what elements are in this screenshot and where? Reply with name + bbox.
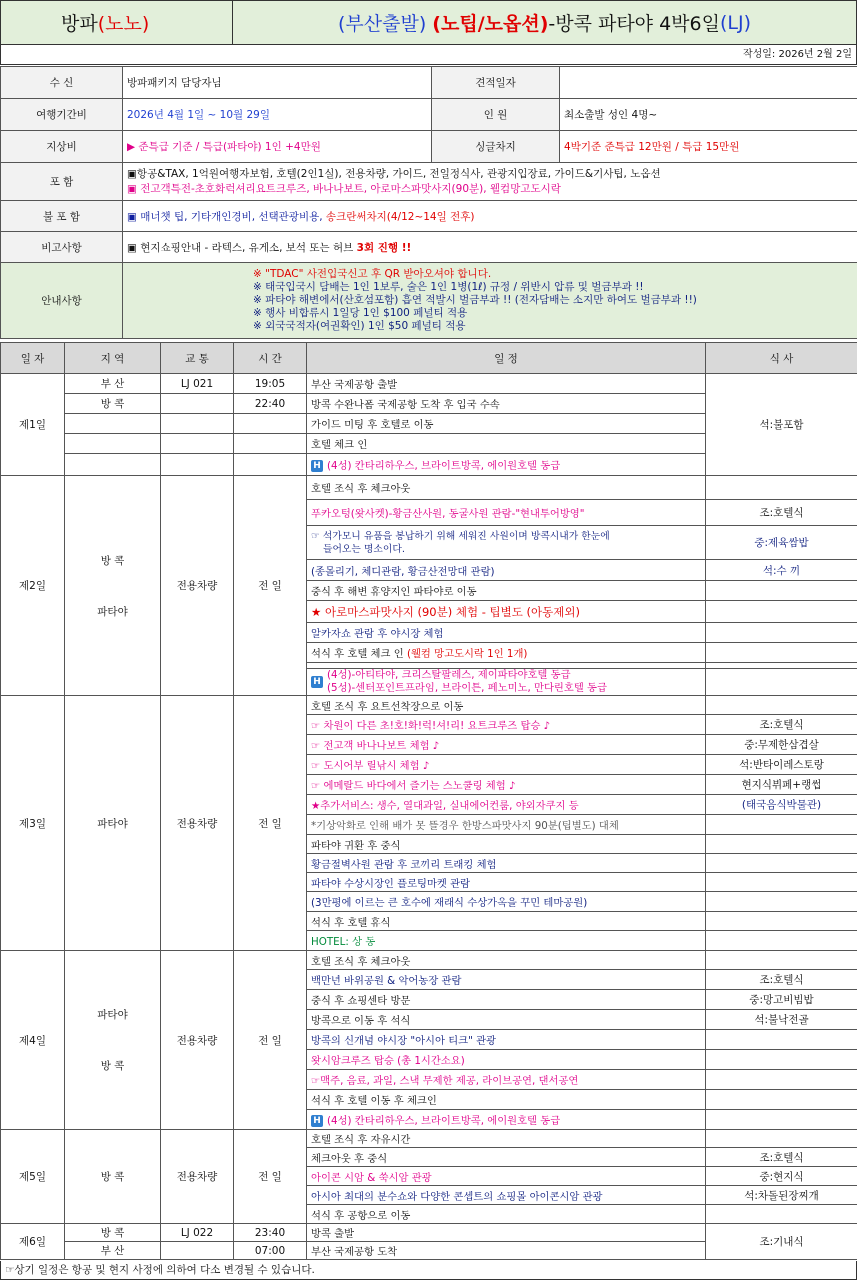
surcharge-label: 지상비 (1, 131, 123, 163)
day2-meal-2: 중:제육쌈밥 (706, 526, 857, 560)
single-label: 싱글차지 (432, 131, 560, 163)
notice-line-3: ※ 파타야 해변에서(산호섬포함) 흡연 적발시 벌금부과 !! (전자담배는 소지만 하여도 벌금부과 !!) (253, 294, 697, 306)
day3-meal-5: (태국음식박물관) (706, 795, 857, 815)
day3-itin-6: ★추가서비스: 생수, 열대과일, 실내에어컨룸, 야외자쿠지 등 (307, 795, 706, 815)
notice-line-5: ※ 외국국적자(여권확인) 1인 $50 페널티 적용 (253, 320, 466, 332)
day1-itin-2: 방콕 수완나폼 국제공항 도착 후 입국 수속 (307, 394, 706, 414)
day4-itin-3: 중식 후 쇼핑센타 방문 (307, 990, 706, 1010)
day6-time-1: 23:40 (234, 1224, 307, 1242)
day4-itin-7: ☞맥주, 음료, 과일, 스낵 무제한 제공, 라이브공연, 댄서공연 (307, 1070, 706, 1090)
day1-hotel-text: (4성) 칸타리하우스, 브라이트방콕, 에이원호텔 동급 (327, 460, 561, 472)
title-type: (노팁/노옵션) (432, 13, 549, 35)
day5-meal-1: 조:호텔식 (706, 1148, 857, 1167)
notice-cell (123, 263, 857, 339)
remark-count: 3회 진행 !! (356, 241, 412, 254)
day4-transport: 전용차량 (161, 951, 234, 1130)
day5-transport: 전용차량 (161, 1130, 234, 1224)
day3-meal-1: 조:호텔식 (706, 715, 857, 735)
day4-hotel (307, 1110, 706, 1130)
day2-time: 전 일 (234, 476, 307, 696)
remark-cell (123, 232, 857, 263)
day4-itin-2: 백만년 바위공원 & 악어농장 관람 (307, 970, 706, 990)
day4-time: 전 일 (234, 951, 307, 1130)
quote-value (560, 67, 857, 99)
day3-itin-1: 호텔 조식 후 요트선착장으로 이동 (307, 696, 706, 715)
brand-name: 방파 (61, 13, 98, 35)
remark-main: ▣ 현지쇼핑안내 - 라텍스, 유게소, 보석 또는 허브 (127, 241, 357, 254)
day3-itin-10: 파타야 수상시장인 플로팅마켓 관람 (307, 873, 706, 892)
day2-meal-3: 석:수 끼 (706, 560, 857, 581)
day4-meal-3: 석:불낙전골 (706, 1010, 857, 1030)
title-origin: (부산출발) (338, 13, 427, 35)
day2-meal-1: 조:호텔식 (706, 500, 857, 526)
day2-transport: 전용차량 (161, 476, 234, 696)
info-table (0, 66, 857, 339)
day3-itin-5: ☞ 에메랄드 바다에서 즐기는 스노쿨링 체험 ♪ (307, 775, 706, 795)
day1-itin-4: 호텔 체크 인 (307, 434, 706, 454)
day4-region-1: 파타야 (97, 1009, 128, 1021)
day4-itin-5: 방콕의 신개념 야시장 "아시아 티크" 관광 (307, 1030, 706, 1050)
hotel-icon: H (311, 1115, 323, 1127)
day4-meal-1: 조:호텔식 (706, 970, 857, 990)
excl-cell (123, 201, 857, 232)
date-written: 작성일: 2026년 2월 2일 (0, 45, 857, 65)
incl-line-2: ▣ 전고객특전-초호화럭셔리요트크루즈, 바나나보트, 아로마스파맛사지(90분), 웰컴망고도시락 (127, 182, 561, 195)
notice-label: 안내사항 (1, 263, 123, 339)
day6-meal: 조:기내식 (706, 1224, 857, 1260)
day2-itin-6: ★ 아로마스파맛사지 (90분) 체험 - 팁별도 (아동제외) (307, 601, 706, 623)
day4-region-2: 방 콕 (100, 1060, 125, 1072)
day5-label: 제5일 (1, 1130, 65, 1224)
day6-label: 제6일 (1, 1224, 65, 1260)
day3-itin-4: ☞ 도시어부 릴낚시 체험 ♪ (307, 755, 706, 775)
day3-region: 파타야 (65, 696, 161, 951)
day1-time-1: 19:05 (234, 374, 307, 394)
day6-region-1: 방 콕 (65, 1224, 161, 1242)
day5-itin-5: 석식 후 공항으로 이동 (307, 1205, 706, 1224)
day3-meal-3: 석:반타이레스토랑 (706, 755, 857, 775)
day4-meal-2: 중:망고비빔밥 (706, 990, 857, 1010)
day3-hotel: HOTEL: 상 동 (307, 931, 706, 951)
day1-transport-blank (161, 394, 234, 414)
single-value: 4박기준 준특급 12만원 / 특급 15만원 (560, 131, 857, 163)
day3-itin-2: ☞ 차원이 다른 초!호!화!럭!셔!리! 요트크루즈 탑승 ♪ (307, 715, 706, 735)
day3-itin-11: (3만평에 이르는 큰 호수에 재래식 수상가옥을 꾸민 테마공원) (307, 892, 706, 912)
day4-region (65, 951, 161, 1130)
day2-itin-2: 푸카오텅(왓사켓)-황금산사원, 동굴사원 관람-"현내투어방영" (307, 500, 706, 526)
to-value: 방파패키지 담당자님 (123, 67, 432, 99)
day5-itin-4: 아시아 최대의 분수쇼와 다양한 콘셉트의 쇼핑몰 아이콘시암 관광 (307, 1186, 706, 1205)
day2-itin-3a: ☞ 석가모니 유품을 봉납하기 위해 세워진 사원이며 방콕시내가 한눈에 (311, 530, 610, 542)
excl-main: ▣ 매너챗 팁, 기타개인경비, 선택관광비용, (127, 210, 326, 223)
day2-region (65, 476, 161, 696)
day4-itin-4: 방콕으로 이동 후 석식 (307, 1010, 706, 1030)
pax-value: 최소출발 성인 4명~ (560, 99, 857, 131)
incl-cell (123, 163, 857, 201)
quote-label: 견적일자 (432, 67, 560, 99)
day1-hotel (307, 454, 706, 476)
day2-region-2: 파타야 (97, 605, 128, 618)
day2-region-1: 방 콕 (100, 554, 125, 567)
to-label: 수 신 (1, 67, 123, 99)
day1-itin-3: 가이드 미팅 후 호텔로 이동 (307, 414, 706, 434)
day2-hotel-4star: (4성)-아티타야, 크리스탈팔레스, 제이파타야호텔 동급 (327, 669, 571, 681)
notice-line-4: ※ 행사 비합류시 1일당 1인 $100 페널티 적용 (253, 307, 468, 319)
day1-region-1: 부 산 (65, 374, 161, 394)
day4-label: 제4일 (1, 951, 65, 1130)
day2-itin-5: 중식 후 해변 휴양지인 파타야로 이동 (307, 581, 706, 601)
day2-itin-3 (307, 526, 706, 560)
hotel-icon: H (311, 676, 323, 688)
notice-line-2: ※ 태국입국시 담배는 1인 1보루, 술은 1인 1병(1ℓ) 규정 / 위반시 압류 및 벌금부과 !! (253, 281, 644, 293)
period-label: 여행기간비 (1, 99, 123, 131)
day5-meal-3: 석:차돌된장찌개 (706, 1186, 857, 1205)
day6-flight: LJ 022 (161, 1224, 234, 1242)
hdr-itinerary: 일 정 (307, 343, 706, 374)
day6-region-2: 부 산 (65, 1242, 161, 1260)
excl-songkran: 송크란써차지(4/12~14일 전후) (325, 210, 475, 223)
day3-transport: 전용차량 (161, 696, 234, 951)
day4-itin-8: 석식 후 호텔 이동 후 체크인 (307, 1090, 706, 1110)
day3-time: 전 일 (234, 696, 307, 951)
day1-time-2: 22:40 (234, 394, 307, 414)
hdr-meal: 식 사 (706, 343, 857, 374)
remark-label: 비고사항 (1, 232, 123, 263)
day1-label: 제1일 (1, 374, 65, 476)
day3-meal-2: 중:무제한삼겹살 (706, 735, 857, 755)
hdr-region: 지 역 (65, 343, 161, 374)
day6-itin-2: 부산 국제공항 도착 (307, 1242, 706, 1260)
day2-hotel (307, 669, 706, 696)
day5-meal-2: 중:현지식 (706, 1167, 857, 1186)
incl-line-1: ▣항공&TAX, 1억원여행자보험, 호텔(2인1실), 전용차량, 가이드, 전일정식사, 관광지입장료, 가이드&기사팁, 노옵션 (127, 167, 661, 180)
day3-itin-3: ☞ 전고객 바나나보트 체험 ♪ (307, 735, 706, 755)
period-value: 2026년 4월 1일 ~ 10월 29일 (123, 99, 432, 131)
day2-itin-7: 알카자쇼 관람 후 야시장 체험 (307, 623, 706, 643)
day6-time-2: 07:00 (234, 1242, 307, 1260)
hdr-day: 일 자 (1, 343, 65, 374)
day1-flight: LJ 021 (161, 374, 234, 394)
day2-welcome: (웰컴 망고도시락 1인 1개) (406, 648, 528, 660)
day5-itin-3: 아이콘 시암 & 쑥시암 관광 (307, 1167, 706, 1186)
day1-region-2: 방 콕 (65, 394, 161, 414)
day4-itin-6: 왓시암크루즈 탑승 (총 1시간소요) (307, 1050, 706, 1070)
pax-label: 인 원 (432, 99, 560, 131)
day2-itin-4: (종몰리기, 체디관람, 황금산전망대 관람) (307, 560, 706, 581)
day4-hotel-text: (4성) 칸타리하우스, 브라이트방콕, 에이원호텔 동급 (327, 1115, 561, 1127)
excl-label: 불 포 함 (1, 201, 123, 232)
day4-itin-1: 호텔 조식 후 체크아웃 (307, 951, 706, 970)
brand-title (1, 1, 233, 44)
title-route: -방콕 파타야 4박6일 (548, 13, 720, 35)
hotel-icon: H (311, 460, 323, 472)
day2-label: 제2일 (1, 476, 65, 696)
day5-itin-1: 호텔 조식 후 자유시간 (307, 1130, 706, 1148)
footer-note: ☞상기 일정은 항공 및 현지 사정에 의하여 다소 변경될 수 있습니다. (0, 1261, 857, 1280)
day3-itin-8: 파타야 귀환 후 중식 (307, 835, 706, 854)
incl-label: 포 함 (1, 163, 123, 201)
notice-line-1: ※ "TDAC" 사전입국신고 후 QR 받아오셔야 합니다. (253, 268, 492, 280)
day2-hotel-5star: (5성)-센터포인트프라임, 브라이튼, 페노미노, 만다린호텔 동급 (327, 682, 607, 694)
day2-itin-8 (307, 643, 706, 663)
day3-itin-12: 석식 후 호텔 휴식 (307, 912, 706, 931)
schedule-table (0, 342, 857, 1260)
day6-itin-1: 방콕 출발 (307, 1224, 706, 1242)
day3-meal-4: 현지식뷔페+랭썹 (706, 775, 857, 795)
day2-itin-8a: 석식 후 호텔 체크 인 (311, 648, 407, 660)
day2-itin-3b: 들어오는 명소이다. (323, 543, 405, 555)
title-airline: (LJ) (719, 11, 751, 34)
day1-itin-1: 부산 국제공항 출발 (307, 374, 706, 394)
day3-itin-9: 황금절벽사원 관람 후 코끼리 트래킹 체험 (307, 854, 706, 873)
hdr-time: 시 간 (234, 343, 307, 374)
day2-itin-1: 호텔 조식 후 체크아웃 (307, 476, 706, 500)
day5-time: 전 일 (234, 1130, 307, 1224)
title-bar (0, 0, 857, 45)
day3-itin-7: *기상악화로 인해 배가 못 뜰경우 한방스파맛사지 90분(팁별도) 대체 (307, 815, 706, 835)
day3-label: 제3일 (1, 696, 65, 951)
brand-suffix: (노노) (97, 13, 150, 35)
surcharge-value: ▶ 준특급 기준 / 특급(파타야) 1인 +4만원 (123, 131, 432, 163)
day5-region: 방 콕 (65, 1130, 161, 1224)
hdr-transport: 교 통 (161, 343, 234, 374)
day5-itin-2: 체크아웃 후 중식 (307, 1148, 706, 1167)
package-title (233, 1, 856, 44)
day1-meal: 석:불포함 (706, 374, 857, 476)
